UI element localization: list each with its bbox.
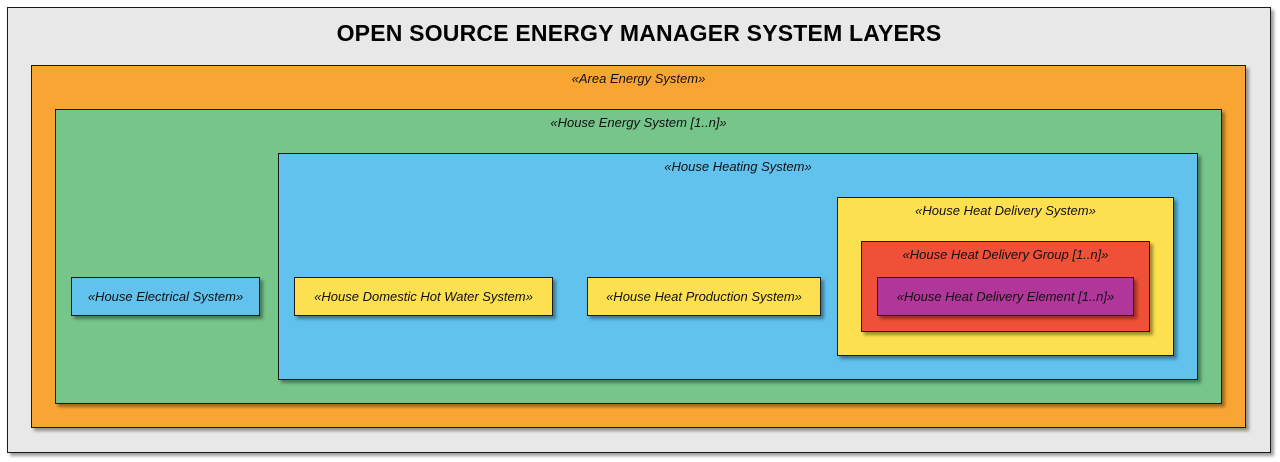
house-heat-production-system	[587, 277, 821, 316]
house-heat-delivery-group-label: «House Heat Delivery Group [1..n]»	[902, 247, 1109, 262]
house-heat-delivery-element	[877, 277, 1134, 316]
house-heat-production-system-label: «House Heat Production System»	[606, 289, 802, 304]
diagram-title: OPEN SOURCE ENERGY MANAGER SYSTEM LAYERS	[336, 20, 942, 46]
area-energy-system-label: «Area Energy System»	[571, 71, 706, 86]
house-heat-delivery-element-label: «House Heat Delivery Element [1..n]»	[896, 289, 1115, 304]
house-electrical-system	[71, 277, 260, 316]
house-heating-system-label: «House Heating System»	[664, 159, 812, 174]
house-domestic-hot-water-system-label: «House Domestic Hot Water System»	[314, 289, 533, 304]
house-domestic-hot-water-system	[294, 277, 553, 316]
house-electrical-system-label: «House Electrical System»	[87, 289, 244, 304]
house-energy-system-label: «House Energy System [1..n]»	[550, 115, 727, 130]
house-heat-delivery-system-label: «House Heat Delivery System»	[915, 203, 1096, 218]
